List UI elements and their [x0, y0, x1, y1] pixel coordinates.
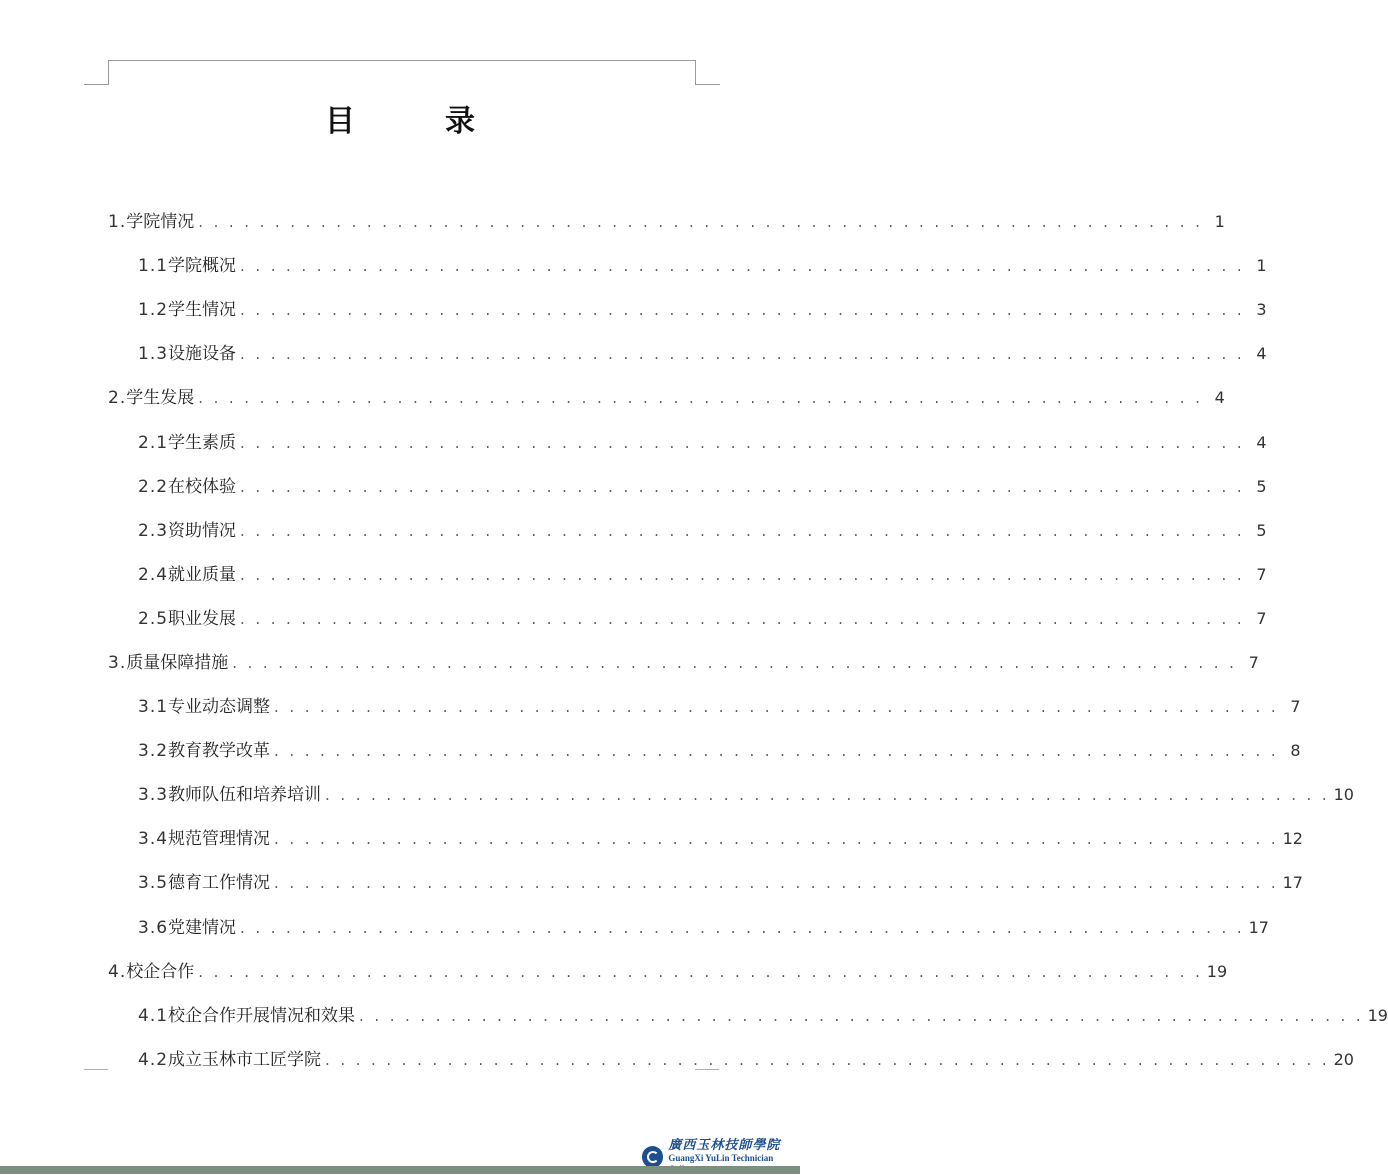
toc-entry-label	[138, 918, 236, 938]
toc-entry-text: 成立玉林市工匠学院	[168, 1049, 322, 1070]
toc-entry-text: 学院情况	[126, 212, 195, 233]
toc-entry[interactable]	[108, 950, 1228, 994]
toc-entry-page: 4	[1256, 344, 1267, 364]
toc-entry-label	[138, 565, 236, 585]
college-name-en: GuangXi YuLin Technician	[668, 1153, 774, 1163]
toc-dot-leader: . . . . . . . . . . . . . . . . . . . . . . . . . . . . . . . . . . . . . . . . . . . . . . . . . . . . . . . . . . . . . . . . . .	[325, 1050, 1330, 1069]
toc-entry-text: 质量保障措施	[126, 652, 229, 673]
toc-entry-label	[108, 388, 194, 408]
toc-dot-leader: . . . . . . . . . . . . . . . . . . . . . . . . . . . . . . . . . . . . . . . . . . . . . . . . . . . . . . . . . . . . . . . . . .	[240, 609, 1245, 628]
toc-entry-number: 1.	[108, 212, 127, 233]
toc-entry[interactable]	[108, 685, 1301, 729]
toc-dot-leader: . . . . . . . . . . . . . . . . . . . . . . . . . . . . . . . . . . . . . . . . . . . . . . . . . . . . . . . . . . . . . . . . . .	[240, 257, 1245, 276]
toc-entry-text: 党建情况	[168, 917, 237, 938]
toc-entry[interactable]	[108, 597, 1267, 641]
toc-entry-number: 1.3	[138, 344, 169, 365]
toc-entry-number: 4.2	[138, 1049, 169, 1070]
toc-dot-leader: . . . . . . . . . . . . . . . . . . . . . . . . . . . . . . . . . . . . . . . . . . . . . . . . . . . . . . . . . . . . . . . . . .	[198, 962, 1203, 981]
toc-dot-leader: . . . . . . . . . . . . . . . . . . . . . . . . . . . . . . . . . . . . . . . . . . . . . . . . . . . . . . . . . . . . . . . . . .	[240, 918, 1245, 937]
toc-entry-number: 3.	[108, 652, 127, 673]
toc-entry[interactable]	[108, 332, 1267, 376]
toc-entry-number: 3.4	[138, 829, 169, 850]
toc-entry[interactable]	[108, 817, 1303, 861]
toc-entry-text: 校企合作开展情况和效果	[168, 1005, 356, 1026]
toc-entry-label	[138, 785, 321, 805]
toc-entry-text: 专业动态调整	[168, 697, 271, 718]
toc-entry[interactable]	[108, 200, 1225, 244]
toc-entry-text: 学生发展	[126, 388, 195, 409]
toc-entry-text: 就业质量	[168, 564, 237, 585]
toc-entry-page: 1	[1256, 256, 1267, 276]
toc-entry-page: 20	[1333, 1049, 1354, 1069]
toc-entry-label	[108, 653, 228, 673]
toc-entry-label	[138, 741, 270, 761]
toc-entry-label	[138, 521, 236, 541]
toc-entry-label	[138, 609, 236, 629]
toc-entry-label	[138, 1006, 355, 1026]
toc-entry-number: 3.3	[138, 785, 169, 806]
toc-entry-number: 2.	[108, 388, 127, 409]
toc-entry-number: 3.1	[138, 697, 169, 718]
toc-entry[interactable]	[108, 906, 1269, 950]
toc-entry[interactable]	[108, 465, 1267, 509]
toc-entry-number: 3.2	[138, 741, 169, 762]
toc-entry-page: 10	[1333, 785, 1354, 805]
table-of-contents	[108, 200, 1388, 1082]
toc-dot-leader: . . . . . . . . . . . . . . . . . . . . . . . . . . . . . . . . . . . . . . . . . . . . . . . . . . . . . . . . . . . . . . . . . .	[359, 1006, 1364, 1025]
toc-entry-text: 规范管理情况	[168, 829, 271, 850]
toc-entry[interactable]	[108, 861, 1303, 905]
crop-mark-bottom-left	[84, 1069, 108, 1070]
toc-entry-number: 1.2	[138, 300, 169, 321]
crop-mark-bottom-right	[695, 1069, 719, 1070]
toc-entry-text: 教师队伍和培养培训	[168, 785, 322, 806]
toc-entry-page: 7	[1256, 608, 1267, 628]
toc-entry-text: 学院概况	[168, 256, 237, 277]
toc-entry[interactable]	[108, 773, 1354, 817]
toc-entry-number: 2.2	[138, 476, 169, 497]
toc-entry-page: 5	[1256, 476, 1267, 496]
crop-mark-top-right	[695, 60, 720, 85]
toc-dot-leader: . . . . . . . . . . . . . . . . . . . . . . . . . . . . . . . . . . . . . . . . . . . . . . . . . . . . . . . . . . . . . . . . . .	[274, 830, 1279, 849]
toc-entry-page: 5	[1256, 520, 1267, 540]
toc-entry[interactable]	[108, 244, 1267, 288]
toc-entry-label	[138, 697, 270, 717]
toc-entry-label	[138, 873, 270, 893]
toc-dot-leader: . . . . . . . . . . . . . . . . . . . . . . . . . . . . . . . . . . . . . . . . . . . . . . . . . . . . . . . . . . . . . . . . . .	[274, 742, 1279, 761]
toc-entry-page: 7	[1248, 652, 1259, 672]
toc-dot-leader: . . . . . . . . . . . . . . . . . . . . . . . . . . . . . . . . . . . . . . . . . . . . . . . . . . . . . . . . . . . . . . . . . .	[240, 521, 1245, 540]
toc-dot-leader: . . . . . . . . . . . . . . . . . . . . . . . . . . . . . . . . . . . . . . . . . . . . . . . . . . . . . . . . . . . . . . . . . .	[232, 653, 1237, 672]
toc-entry-text: 教育教学改革	[168, 741, 271, 762]
toc-entry-number: 2.1	[138, 432, 169, 453]
toc-dot-leader: . . . . . . . . . . . . . . . . . . . . . . . . . . . . . . . . . . . . . . . . . . . . . . . . . . . . . . . . . . . . . . . . . .	[240, 565, 1245, 584]
header-rule	[108, 60, 695, 61]
toc-entry-label	[138, 829, 270, 849]
toc-entry-text: 在校体验	[168, 476, 237, 497]
toc-entry-page: 4	[1214, 388, 1225, 408]
college-emblem-icon	[642, 1146, 663, 1168]
toc-entry[interactable]	[108, 1038, 1354, 1082]
toc-entry-page: 7	[1290, 697, 1301, 717]
toc-dot-leader: . . . . . . . . . . . . . . . . . . . . . . . . . . . . . . . . . . . . . . . . . . . . . . . . . . . . . . . . . . . . . . . . . .	[240, 477, 1245, 496]
toc-entry[interactable]	[108, 641, 1259, 685]
toc-entry-text: 校企合作	[126, 961, 195, 982]
toc-entry-text: 德育工作情况	[168, 873, 271, 894]
college-name-cn: 廣西玉林技師學院	[668, 1138, 781, 1153]
toc-entry-label	[138, 477, 236, 497]
toc-dot-leader: . . . . . . . . . . . . . . . . . . . . . . . . . . . . . . . . . . . . . . . . . . . . . . . . . . . . . . . . . . . . . . . . . .	[325, 786, 1330, 805]
toc-dot-leader: . . . . . . . . . . . . . . . . . . . . . . . . . . . . . . . . . . . . . . . . . . . . . . . . . . . . . . . . . . . . . . . . . .	[240, 433, 1245, 452]
toc-dot-leader: . . . . . . . . . . . . . . . . . . . . . . . . . . . . . . . . . . . . . . . . . . . . . . . . . . . . . . . . . . . . . . . . . .	[198, 389, 1203, 408]
toc-entry-label	[138, 344, 236, 364]
toc-entry-page: 8	[1290, 741, 1301, 761]
crop-mark-top-left	[84, 60, 109, 85]
toc-entry[interactable]	[108, 420, 1267, 464]
toc-entry-text: 资助情况	[168, 520, 237, 541]
toc-dot-leader: . . . . . . . . . . . . . . . . . . . . . . . . . . . . . . . . . . . . . . . . . . . . . . . . . . . . . . . . . . . . . . . . . .	[240, 345, 1245, 364]
toc-entry[interactable]	[108, 376, 1225, 420]
toc-entry-page: 17	[1248, 917, 1269, 937]
toc-entry-number: 2.4	[138, 564, 169, 585]
toc-entry-label	[108, 962, 194, 982]
toc-entry-number: 2.5	[138, 608, 169, 629]
toc-entry-text: 职业发展	[168, 608, 237, 629]
toc-entry[interactable]	[108, 729, 1301, 773]
toc-entry-text: 设施设备	[168, 344, 237, 365]
toc-entry-text: 学生素质	[168, 432, 237, 453]
toc-entry-page: 19	[1206, 961, 1228, 981]
toc-entry-label	[138, 256, 236, 276]
toc-entry-label	[138, 433, 236, 453]
toc-entry-label	[138, 300, 236, 320]
toc-entry-number: 4.	[108, 961, 127, 982]
toc-entry[interactable]	[108, 509, 1267, 553]
toc-dot-leader: . . . . . . . . . . . . . . . . . . . . . . . . . . . . . . . . . . . . . . . . . . . . . . . . . . . . . . . . . . . . . . . . . .	[240, 301, 1245, 320]
toc-entry-text: 学生情况	[168, 300, 237, 321]
toc-entry-number: 1.1	[138, 256, 169, 277]
toc-entry[interactable]	[108, 288, 1267, 332]
toc-entry-number: 3.6	[138, 917, 169, 938]
toc-entry[interactable]	[108, 553, 1267, 597]
toc-entry-label	[138, 1050, 321, 1070]
toc-entry-number: 4.1	[138, 1005, 169, 1026]
toc-entry-number: 3.5	[138, 873, 169, 894]
toc-entry-page: 1	[1214, 212, 1225, 232]
toc-entry-page: 3	[1256, 300, 1267, 320]
toc-dot-leader: . . . . . . . . . . . . . . . . . . . . . . . . . . . . . . . . . . . . . . . . . . . . . . . . . . . . . . . . . . . . . . . . . .	[198, 213, 1203, 232]
toc-dot-leader: . . . . . . . . . . . . . . . . . . . . . . . . . . . . . . . . . . . . . . . . . . . . . . . . . . . . . . . . . . . . . . . . . .	[274, 874, 1279, 893]
toc-title: 目 录	[325, 104, 505, 139]
toc-entry-label	[108, 212, 194, 232]
bottom-bar	[0, 1166, 800, 1174]
toc-entry-page: 12	[1282, 829, 1303, 849]
toc-entry-page: 19	[1367, 1005, 1388, 1025]
toc-dot-leader: . . . . . . . . . . . . . . . . . . . . . . . . . . . . . . . . . . . . . . . . . . . . . . . . . . . . . . . . . . . . . . . . . .	[274, 698, 1279, 717]
toc-entry-page: 17	[1282, 873, 1303, 893]
toc-entry-page: 4	[1256, 432, 1267, 452]
toc-entry-number: 2.3	[138, 520, 169, 541]
toc-entry-page: 7	[1256, 564, 1267, 584]
toc-entry[interactable]	[108, 994, 1388, 1038]
